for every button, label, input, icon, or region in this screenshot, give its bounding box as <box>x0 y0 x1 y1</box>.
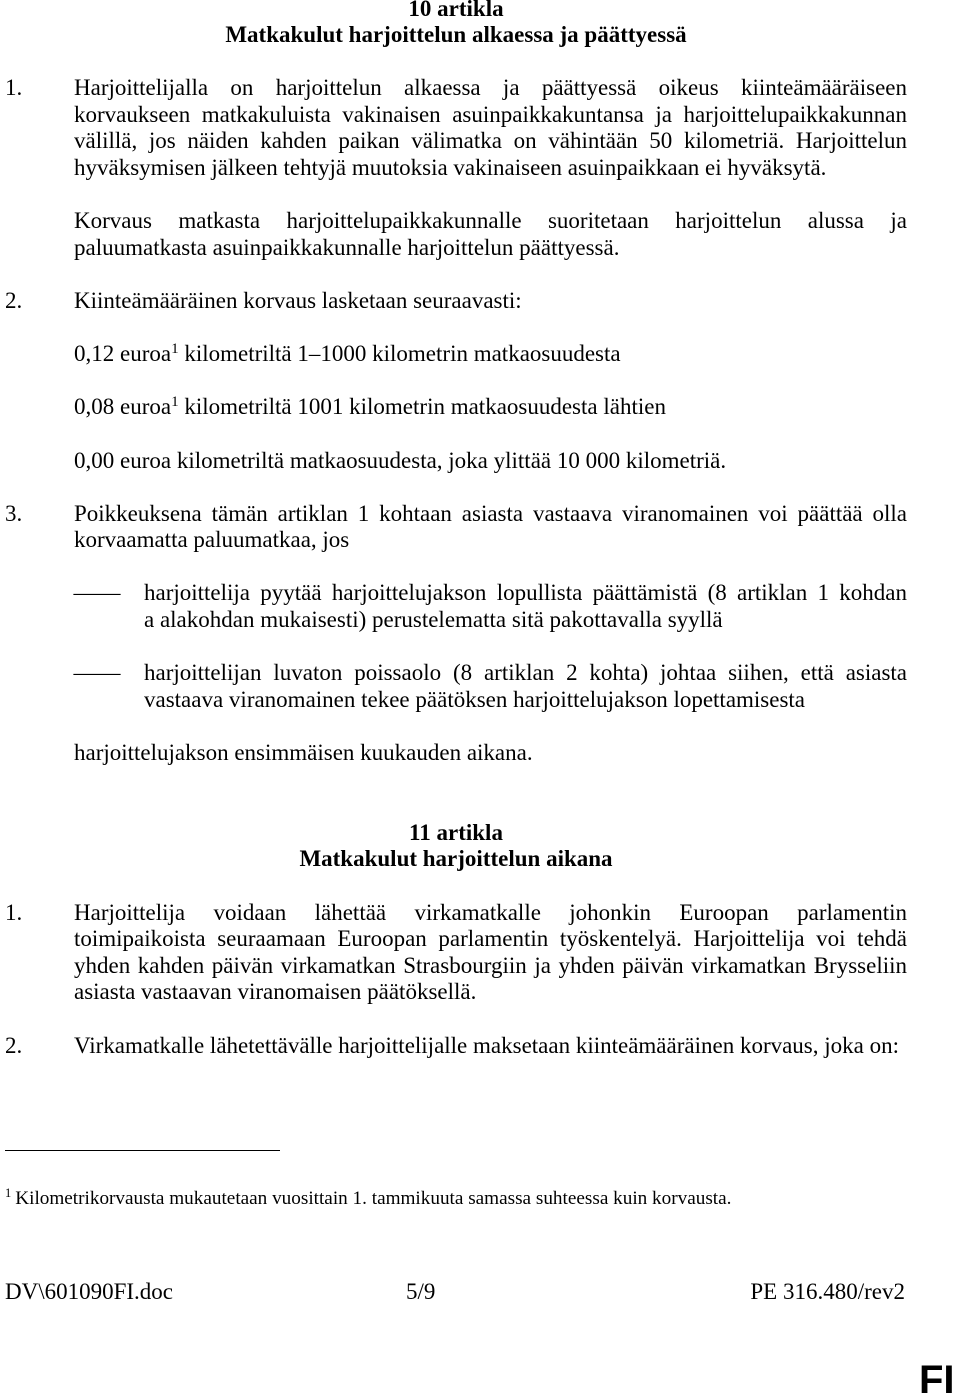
paragraph-line: Virkamatkalle lähetettävälle harjoittelijalle maksetaan kiinteämääräinen korvaus, joka on: <box>74 1032 900 1058</box>
article-number: 11 artikla <box>409 819 503 845</box>
paragraph-line: Korvaus matkasta harjoittelupaikkakunnalle suoritetaan harjoittelun alussa ja <box>74 208 907 234</box>
rate-description: kilometriltä 1–1000 kilometrin matkaosuudesta <box>184 341 621 367</box>
article-number: 10 artikla <box>408 0 504 21</box>
article-heading: Matkakulut harjoittelun alkaessa ja päättyessä <box>225 22 687 47</box>
article-heading: Matkakulut harjoittelun aikana <box>299 846 613 872</box>
rate-line <box>5 448 907 475</box>
footer-page-number: 5/9 <box>406 1279 436 1304</box>
paragraph-line: asiasta vastaavan viranomaisen päätöksellä. <box>74 979 477 1005</box>
paragraph-2 <box>5 288 907 315</box>
paragraph-line: välillä, jos näiden kahden paikan välimatka on vähintään 50 kilometriä. Harjoittelun <box>74 128 907 154</box>
document-body <box>5 0 907 1059</box>
rate-line <box>5 394 907 421</box>
paragraph-2 <box>5 1033 907 1060</box>
list-item-line: a alakohdan mukaisesti) perustelematta sitä pakottavalla syyllä <box>144 607 723 633</box>
rate-description: 0,00 euroa kilometriltä matkaosuudesta, joka ylittää 10 000 kilometriä. <box>74 447 727 473</box>
dash-marker: – <box>74 660 120 686</box>
list-item-line: vastaava viranomainen tekee päätöksen harjoittelujakson lopettamisesta <box>144 686 806 712</box>
paragraph-line: Harjoittelija voidaan lähettää virkamatkalle johonkin Euroopan parlamentin <box>74 899 907 925</box>
footer-file-reference: DV\601090FI.doc <box>5 1279 174 1304</box>
paragraph-number: 2. <box>5 1032 23 1058</box>
dash-marker: – <box>74 580 120 606</box>
footnote <box>5 1188 905 1210</box>
paragraph-number: 2. <box>5 287 23 313</box>
paragraph-line: Kiinteämääräinen korvaus lasketaan seuraavasti: <box>74 287 522 313</box>
footnote-separator <box>5 1150 280 1151</box>
footnote-marker: 1 <box>5 1186 12 1200</box>
list-item <box>5 660 907 713</box>
rate-description: kilometriltä 1001 kilometrin matkaosuudesta lähtien <box>184 394 666 420</box>
footer-document-number: PE 316.480/rev2 <box>750 1279 905 1304</box>
language-tag: FI <box>919 1358 955 1397</box>
paragraph-line: Poikkeuksena tämän artiklan 1 kohtaan asiasta vastaava viranomainen voi päättää olla <box>74 500 907 526</box>
paragraph-3-closing <box>5 740 907 767</box>
paragraph-line: paluumatkasta asuinpaikkakunnalle harjoittelun päättyessä. <box>74 234 620 260</box>
paragraph-line: korvaukseen matkakuluista vakinaisen asuinpaikkakuntansa ja harjoittelupaikkakunnan <box>74 101 907 127</box>
paragraph-1 <box>5 75 907 181</box>
paragraph-line: toimipaikoista seuraamaan Euroopan parlamentin työskentelyä. Harjoittelija voi tehdä <box>74 926 907 952</box>
paragraph-number: 3. <box>5 500 23 526</box>
paragraph-line: hyväksymisen jälkeen tehtyjä muutoksia vakinaiseen asuinpaikkaan ei hyväksytä. <box>74 154 827 180</box>
paragraph-1 <box>5 900 907 1006</box>
paragraph-line: harjoittelujakson ensimmäisen kuukauden aikana. <box>74 740 533 766</box>
footnote-reference: 1 <box>171 341 179 358</box>
rate-amount: 0,12 euroa <box>74 341 172 367</box>
list-item-line: harjoittelijan luvaton poissaolo (8 artiklan 2 kohta) johtaa siihen, että asiasta <box>144 660 907 686</box>
list-item-line: harjoittelija pyytää harjoittelujakson lopullista päättämistä (8 artiklan 1 kohdan <box>144 580 907 606</box>
footnote-reference: 1 <box>171 394 179 411</box>
paragraph-number: 1. <box>5 75 23 101</box>
list-item <box>5 580 907 633</box>
rate-line <box>5 341 907 368</box>
paragraph-line: yhden kahden päivän virkamatkan Strasbourgiin ja yhden päivän virkamatkan Brysseliin <box>74 952 907 978</box>
paragraph-3 <box>5 501 907 554</box>
footnote-text: Kilometrikorvausta mukautetaan vuosittain 1. tammikuuta samassa suhteessa kuin korvausta. <box>15 1188 732 1209</box>
paragraph-line: Harjoittelijalla on harjoittelun alkaessa ja päättyessä oikeus kiinteämääräiseen <box>74 75 907 101</box>
paragraph-1-continued <box>5 208 907 261</box>
paragraph-number: 1. <box>5 899 23 925</box>
rate-amount: 0,08 euroa <box>74 394 172 420</box>
paragraph-line: korvaamatta paluumatkaa, jos <box>74 527 350 553</box>
